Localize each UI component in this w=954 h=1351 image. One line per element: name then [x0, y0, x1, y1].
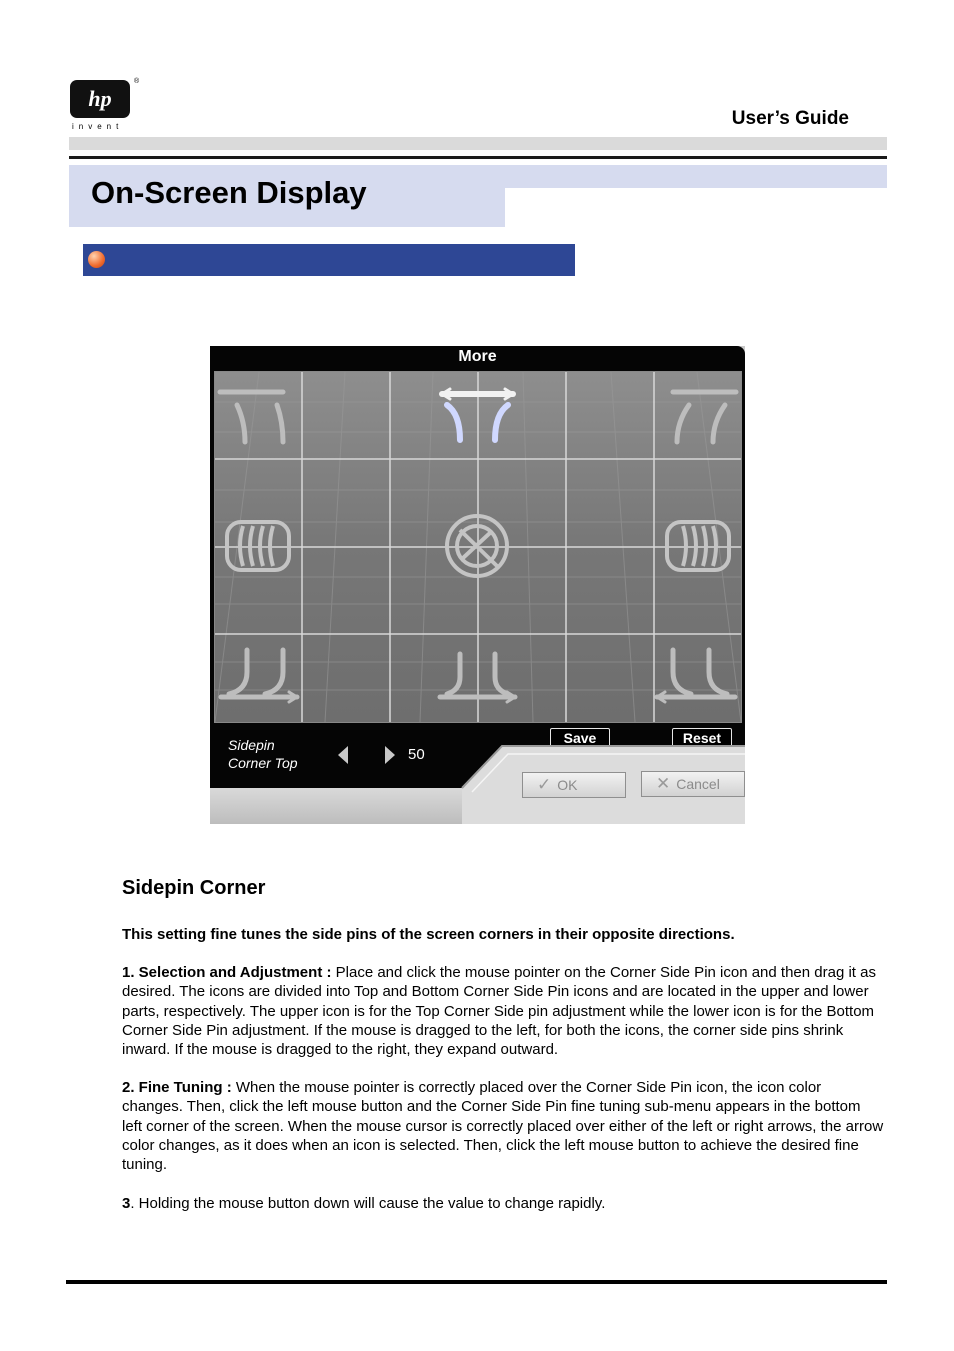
logo-tagline: invent	[72, 122, 124, 131]
reset-button[interactable]: Reset	[672, 728, 732, 748]
item-text: Place and click the mouse pointer on the Corner Side Pin icon and then drag it as desired. The icons are divided into Top and Bottom Corner Side Pin icons and are located in the upper and lower parts, respectively. The upper icon is for the Top Corner Side pin adjustment while the lower icon is for the Bottom Corner Side Pin adjustment. If the mouse is dragged to the left, for both the icons, the corner side pins shrink inward. If the mouse is dragged to the right, they expand outward.	[122, 964, 876, 1059]
hp-logo	[70, 80, 130, 118]
paragraph-fine-tuning	[122, 1078, 884, 1174]
hp-logo-mark: hp	[88, 86, 112, 111]
submenu-label-line1: Sidepin	[228, 737, 275, 753]
item-label: 2. Fine Tuning :	[122, 1079, 232, 1096]
guide-title: User’s Guide	[731, 108, 849, 129]
item-label: 3	[122, 1195, 131, 1212]
section-title: Sidepin Corner	[122, 877, 266, 899]
osd-title: More	[458, 348, 497, 365]
orange-bullet-icon	[88, 251, 105, 268]
x-icon: ✕	[656, 774, 671, 793]
cancel-label: Cancel	[676, 776, 720, 792]
item-text: When the mouse pointer is correctly placed over the Corner Side Pin icon, the icon color changes. Then, click the left mouse button and the Corner Side Pin fine tuning sub-menu appears in the bottom left corner of the screen. When the mouse cursor is correctly placed over either of the left or right arrows, the arrow color changes, as it does when an icon is selected. Then, click the left mouse button to achieve the desired fine tuning.	[122, 1079, 884, 1174]
paragraph-holding	[122, 1194, 884, 1213]
dialog-bevel-svg	[210, 346, 745, 824]
ok-button[interactable]	[522, 772, 626, 798]
section-bar	[83, 244, 575, 276]
submenu-label-line2: Corner Top	[228, 755, 298, 771]
item-text: . Holding the mouse button down will cause the value to change rapidly.	[130, 1195, 606, 1212]
header-band-grey	[69, 137, 887, 150]
sidepin-value: 50	[408, 746, 425, 763]
cancel-button[interactable]	[641, 771, 745, 797]
registered-mark: ®	[134, 78, 140, 85]
paragraph-selection	[122, 963, 884, 1059]
page-title: On-Screen Display	[91, 175, 367, 210]
header-rule	[69, 156, 887, 159]
item-label: 1. Selection and Adjustment :	[122, 964, 332, 981]
save-button[interactable]: Save	[550, 728, 610, 748]
check-icon: ✓	[537, 775, 552, 794]
ok-label: OK	[557, 777, 578, 793]
intro-paragraph: This setting fine tunes the side pins of the screen corners in their opposite directions.	[122, 926, 735, 943]
osd-screenshot	[210, 346, 745, 824]
footer-rule	[66, 1280, 887, 1284]
title-tab-notch	[505, 188, 527, 228]
